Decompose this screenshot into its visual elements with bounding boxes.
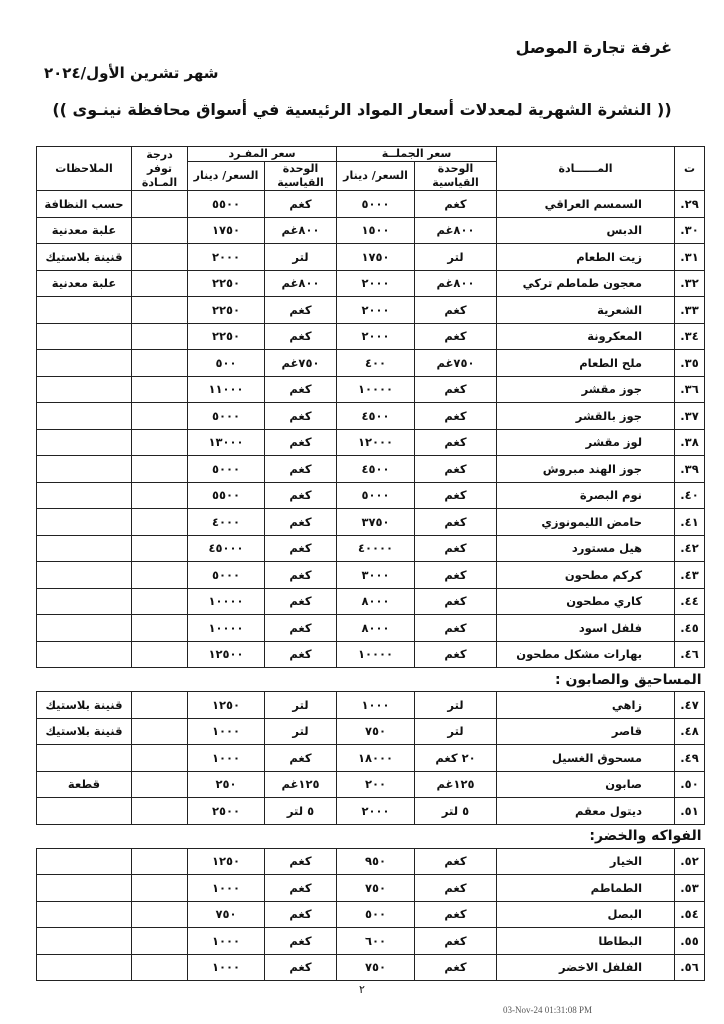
cell-retail-price: ١٠٠٠ [188,718,265,745]
cell-wholesale-unit: كغم [415,376,497,403]
cell-num: ٣٥. [675,350,705,377]
cell-availability [132,429,188,456]
cell-num: ٤٧. [675,692,705,719]
cell-availability [132,745,188,772]
cell-num: ٤٨. [675,718,705,745]
cell-wholesale-price: ٧٥٠ [337,718,415,745]
bulletin-title: (( النشرة الشهرية لمعدلات أسعار المواد الرئيسية في أسواق محافظة نينـوى )) [52,100,672,119]
cell-wholesale-unit: كغم [415,875,497,902]
cell-wholesale-unit: كغم [415,615,497,642]
cell-availability [132,297,188,324]
cell-wholesale-price: ٩٥٠ [337,848,415,875]
cell-retail-unit: كغم [265,588,337,615]
cell-retail-price: ١٣٠٠٠ [188,429,265,456]
cell-availability [132,509,188,536]
bulletin-date: شهر تشرين الأول/٢٠٢٤ [44,64,219,82]
cell-retail-unit: كغم [265,429,337,456]
cell-num: ٥٥. [675,928,705,955]
cell-retail-unit: كغم [265,482,337,509]
cell-availability [132,270,188,297]
cell-retail-unit: كغم [265,456,337,483]
cell-notes [37,376,132,403]
cell-retail-price: ٥٥٠٠ [188,482,265,509]
cell-notes [37,562,132,589]
cell-retail-unit: ٨٠٠غم [265,270,337,297]
cell-notes [37,615,132,642]
table-row [37,901,705,928]
cell-notes [37,323,132,350]
cell-notes: قنينة بلاستيك [37,718,132,745]
cell-wholesale-unit: كغم [415,641,497,668]
table-row [37,641,705,668]
cell-wholesale-price: ٨٠٠٠ [337,588,415,615]
cell-availability [132,692,188,719]
cell-retail-price: ١٢٥٠ [188,692,265,719]
cell-retail-unit: كغم [265,562,337,589]
cell-availability [132,848,188,875]
cell-num: ٣٤. [675,323,705,350]
cell-availability [132,456,188,483]
cell-num: ٣٦. [675,376,705,403]
cell-wholesale-unit: ٥ لتر [415,798,497,825]
cell-availability [132,482,188,509]
cell-num: ٣٠. [675,217,705,244]
cell-wholesale-unit: كغم [415,928,497,955]
cell-retail-unit: كغم [265,615,337,642]
cell-item: قاصر [497,718,675,745]
table-row [37,718,705,745]
cell-item: جوز مقشر [497,376,675,403]
cell-retail-unit: كغم [265,901,337,928]
cell-item: الخيار [497,848,675,875]
cell-retail-unit: كغم [265,875,337,902]
cell-availability [132,376,188,403]
cell-availability [132,954,188,981]
cell-retail-unit: كغم [265,297,337,324]
table-row [37,875,705,902]
cell-num: ٥١. [675,798,705,825]
header-retail-unit: الوحدة القياسية [265,162,337,191]
cell-wholesale-unit: كغم [415,297,497,324]
cell-retail-price: ٥٠٠٠ [188,562,265,589]
cell-item: الفلفل الاخضر [497,954,675,981]
table-row [37,535,705,562]
cell-notes [37,928,132,955]
section-title: المساحيق والصابون : [37,668,705,692]
cell-num: ٤٦. [675,641,705,668]
cell-item: زاهي [497,692,675,719]
cell-num: ٥٤. [675,901,705,928]
cell-wholesale-unit: كغم [415,509,497,536]
table-row [37,771,705,798]
cell-wholesale-unit: كغم [415,482,497,509]
header-wholesale-unit: الوحدة القياسية [415,162,497,191]
cell-item: صابون [497,771,675,798]
cell-availability [132,875,188,902]
cell-availability [132,191,188,218]
cell-retail-price: ٤٥٠٠٠ [188,535,265,562]
cell-wholesale-price: ٢٠٠٠ [337,297,415,324]
table-row [37,692,705,719]
cell-retail-price: ١١٠٠٠ [188,376,265,403]
cell-wholesale-price: ٥٠٠٠ [337,191,415,218]
table-row [37,509,705,536]
cell-retail-unit: ٨٠٠غم [265,217,337,244]
cell-item: كاري مطحون [497,588,675,615]
cell-retail-price: ٥٥٠٠ [188,191,265,218]
cell-retail-price: ٤٠٠٠ [188,509,265,536]
cell-wholesale-price: ٣٧٥٠ [337,509,415,536]
cell-availability [132,901,188,928]
cell-notes: قطعة [37,771,132,798]
cell-item: حامض الليمونوزي [497,509,675,536]
cell-wholesale-price: ٤٠٠ [337,350,415,377]
table-header [37,147,705,191]
cell-wholesale-price: ٤٥٠٠ [337,403,415,430]
cell-retail-price: ١٠٠٠٠ [188,588,265,615]
cell-retail-unit: لتر [265,244,337,271]
cell-notes [37,403,132,430]
cell-availability [132,350,188,377]
cell-notes [37,798,132,825]
cell-retail-price: ١٠٠٠ [188,954,265,981]
cell-item: نوم البصرة [497,482,675,509]
organization-name: غرفة تجارة الموصل [515,38,672,57]
cell-wholesale-price: ١٠٠٠٠ [337,376,415,403]
cell-retail-unit: كغم [265,509,337,536]
cell-retail-unit: ١٢٥غم [265,771,337,798]
cell-retail-price: ١٠٠٠ [188,745,265,772]
cell-wholesale-unit: كغم [415,901,497,928]
cell-wholesale-price: ١٧٥٠ [337,244,415,271]
header-item: المــــــادة [497,147,675,191]
cell-retail-unit: كغم [265,191,337,218]
cell-item: البطاطا [497,928,675,955]
cell-wholesale-unit: ١٢٥غم [415,771,497,798]
cell-item: كركم مطحون [497,562,675,589]
cell-retail-price: ١٢٥٠٠ [188,641,265,668]
cell-retail-price: ١٠٠٠ [188,875,265,902]
header-num: ت [675,147,705,191]
table-row [37,429,705,456]
header-notes: الملاحظات [37,147,132,191]
cell-num: ٢٩. [675,191,705,218]
cell-item: مسحوق الغسيل [497,745,675,772]
cell-retail-unit: ٥ لتر [265,798,337,825]
cell-num: ٣٧. [675,403,705,430]
cell-notes: حسب النظافة [37,191,132,218]
cell-num: ٣٩. [675,456,705,483]
cell-wholesale-unit: لتر [415,244,497,271]
cell-wholesale-unit: ٨٠٠غم [415,270,497,297]
cell-retail-unit: كغم [265,323,337,350]
cell-num: ٣٨. [675,429,705,456]
cell-item: لوز مقشر [497,429,675,456]
cell-notes [37,429,132,456]
cell-wholesale-unit: كغم [415,191,497,218]
cell-wholesale-price: ١٢٠٠٠ [337,429,415,456]
cell-retail-unit: لتر [265,718,337,745]
cell-availability [132,535,188,562]
cell-availability [132,244,188,271]
cell-retail-price: ٢٥٠ [188,771,265,798]
cell-wholesale-price: ١٨٠٠٠ [337,745,415,772]
cell-notes [37,848,132,875]
cell-notes [37,535,132,562]
cell-wholesale-price: ٢٠٠٠ [337,323,415,350]
cell-availability [132,641,188,668]
table-row [37,848,705,875]
cell-retail-price: ٥٠٠٠ [188,456,265,483]
cell-availability [132,798,188,825]
cell-notes [37,641,132,668]
cell-item: الدبس [497,217,675,244]
cell-wholesale-unit: كغم [415,323,497,350]
cell-wholesale-unit: كغم [415,588,497,615]
cell-wholesale-unit: كغم [415,848,497,875]
section-row [37,668,705,692]
header-retail-price: السعر/ دينار [188,162,265,191]
cell-item: فلفل اسود [497,615,675,642]
table-row [37,244,705,271]
cell-wholesale-price: ٥٠٠ [337,901,415,928]
cell-item: المعكرونة [497,323,675,350]
cell-wholesale-unit: كغم [415,562,497,589]
cell-num: ٥٢. [675,848,705,875]
table-row [37,376,705,403]
cell-item: السمسم العراقي [497,191,675,218]
cell-item: زيت الطعام [497,244,675,271]
cell-wholesale-price: ٧٥٠ [337,875,415,902]
cell-item: جوز بالقشر [497,403,675,430]
cell-num: ٥٠. [675,771,705,798]
print-timestamp: 03-Nov-24 01:31:08 PM [503,1005,593,1015]
cell-notes [37,456,132,483]
cell-wholesale-unit: كغم [415,954,497,981]
cell-availability [132,718,188,745]
cell-wholesale-unit: كغم [415,456,497,483]
cell-item: البصل [497,901,675,928]
cell-retail-price: ٢٥٠٠ [188,798,265,825]
cell-retail-price: ١٢٥٠ [188,848,265,875]
cell-retail-unit: كغم [265,535,337,562]
header-availability: درجة توفر المـادة [132,147,188,191]
cell-notes [37,509,132,536]
table-row [37,745,705,772]
table-row [37,588,705,615]
cell-notes: قنينة بلاستيك [37,692,132,719]
cell-notes [37,482,132,509]
cell-num: ٤١. [675,509,705,536]
cell-notes [37,875,132,902]
section-row [37,824,705,848]
cell-retail-price: ٥٠٠٠ [188,403,265,430]
cell-item: معجون طماطم تركي [497,270,675,297]
page-number: ٢ [359,983,365,996]
cell-wholesale-price: ٨٠٠٠ [337,615,415,642]
table-row [37,403,705,430]
cell-retail-unit: لتر [265,692,337,719]
cell-retail-unit: كغم [265,928,337,955]
cell-availability [132,323,188,350]
cell-notes [37,954,132,981]
cell-wholesale-price: ٥٠٠٠ [337,482,415,509]
table-row [37,270,705,297]
cell-wholesale-unit: ٢٠ كغم [415,745,497,772]
cell-item: جوز الهند مبروش [497,456,675,483]
cell-wholesale-price: ٤٥٠٠ [337,456,415,483]
table-row [37,323,705,350]
cell-availability [132,928,188,955]
cell-retail-price: ٢٢٥٠ [188,323,265,350]
cell-wholesale-price: ٢٠٠٠ [337,270,415,297]
table-row [37,798,705,825]
cell-availability [132,588,188,615]
cell-item: ديتول معقم [497,798,675,825]
table-row [37,562,705,589]
cell-retail-price: ٢٢٥٠ [188,297,265,324]
cell-wholesale-price: ٤٠٠٠٠ [337,535,415,562]
cell-item: الطماطم [497,875,675,902]
cell-num: ٣٢. [675,270,705,297]
cell-num: ٣٣. [675,297,705,324]
cell-retail-price: ١٠٠٠٠ [188,615,265,642]
table-row [37,456,705,483]
table-body [37,191,705,981]
cell-wholesale-unit: ٨٠٠غم [415,217,497,244]
cell-retail-unit: كغم [265,376,337,403]
cell-notes: علبة معدنية [37,270,132,297]
cell-num: ٤٩. [675,745,705,772]
cell-wholesale-unit: ٧٥٠غم [415,350,497,377]
section-title: الفواكه والخضر: [37,824,705,848]
cell-retail-price: ٥٠٠ [188,350,265,377]
cell-num: ٥٦. [675,954,705,981]
cell-wholesale-price: ٢٠٠ [337,771,415,798]
cell-retail-unit: ٧٥٠غم [265,350,337,377]
cell-notes: علبة معدنية [37,217,132,244]
cell-wholesale-price: ٦٠٠ [337,928,415,955]
cell-item: هيل مستورد [497,535,675,562]
table-row [37,928,705,955]
table-row [37,954,705,981]
cell-retail-unit: كغم [265,403,337,430]
cell-retail-price: ٧٥٠ [188,901,265,928]
table-row [37,350,705,377]
cell-num: ٥٣. [675,875,705,902]
cell-num: ٤٣. [675,562,705,589]
cell-num: ٤٥. [675,615,705,642]
cell-item: بهارات مشكل مطحون [497,641,675,668]
header-wholesale: سعر الجملــة [337,147,497,162]
cell-num: ٤٠. [675,482,705,509]
cell-item: ملح الطعام [497,350,675,377]
cell-retail-price: ١٠٠٠ [188,928,265,955]
table-row [37,217,705,244]
cell-notes [37,297,132,324]
cell-notes [37,745,132,772]
cell-notes [37,901,132,928]
cell-wholesale-price: ١٠٠٠ [337,692,415,719]
table-row [37,615,705,642]
cell-wholesale-price: ١٥٠٠ [337,217,415,244]
cell-item: الشعرية [497,297,675,324]
cell-wholesale-price: ٢٠٠٠ [337,798,415,825]
price-table [36,146,705,981]
cell-wholesale-unit: لتر [415,692,497,719]
cell-wholesale-price: ٣٠٠٠ [337,562,415,589]
cell-notes [37,350,132,377]
cell-wholesale-unit: كغم [415,535,497,562]
cell-availability [132,615,188,642]
header-wholesale-price: السعر/ دينار [337,162,415,191]
cell-wholesale-price: ١٠٠٠٠ [337,641,415,668]
cell-retail-unit: كغم [265,745,337,772]
table-row [37,297,705,324]
cell-retail-price: ٢٢٥٠ [188,270,265,297]
cell-retail-price: ٢٠٠٠ [188,244,265,271]
cell-notes: قنينة بلاستيك [37,244,132,271]
cell-wholesale-unit: كغم [415,429,497,456]
cell-availability [132,771,188,798]
cell-availability [132,403,188,430]
cell-availability [132,562,188,589]
table-row [37,191,705,218]
cell-retail-unit: كغم [265,954,337,981]
header-retail: سعر المفـرد [188,147,337,162]
cell-retail-unit: كغم [265,641,337,668]
cell-num: ٣١. [675,244,705,271]
cell-availability [132,217,188,244]
cell-retail-unit: كغم [265,848,337,875]
cell-wholesale-unit: كغم [415,403,497,430]
cell-wholesale-price: ٧٥٠ [337,954,415,981]
cell-notes [37,588,132,615]
cell-wholesale-unit: لتر [415,718,497,745]
cell-num: ٤٢. [675,535,705,562]
table-row [37,482,705,509]
cell-num: ٤٤. [675,588,705,615]
cell-retail-price: ١٧٥٠ [188,217,265,244]
